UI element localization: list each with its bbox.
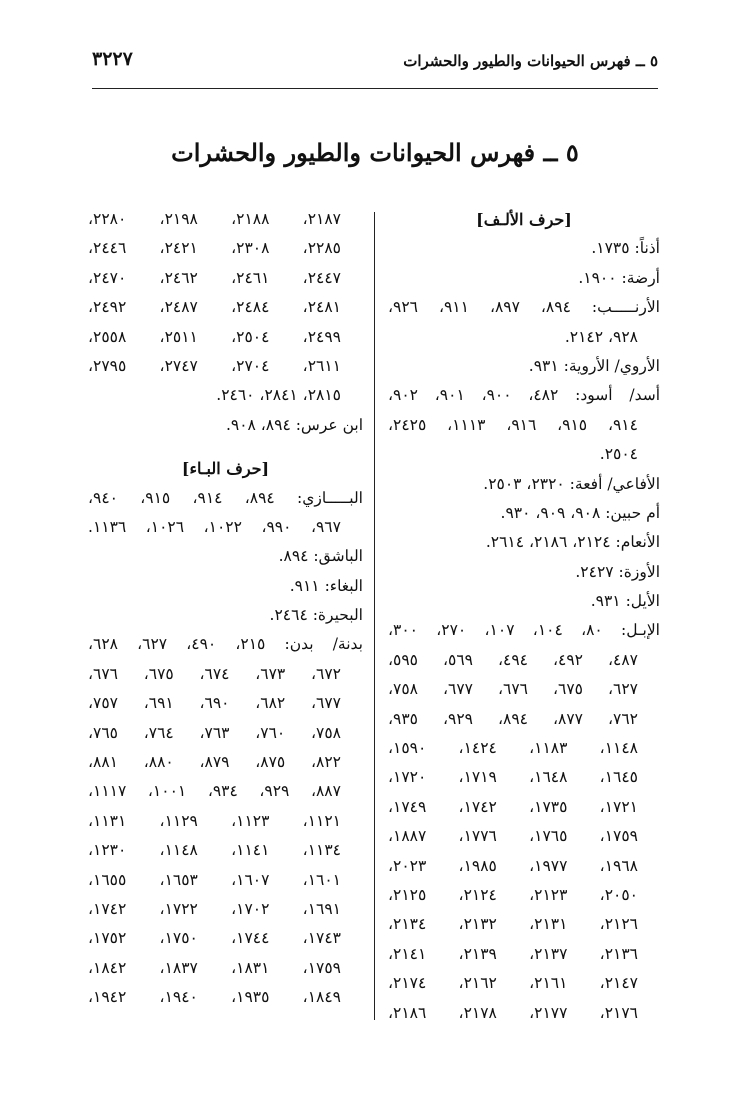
index-line: أذناً: ١٧٣٥. xyxy=(591,239,660,258)
running-header-title: ٥ ــ فهرس الحيوانات والطيور والحشرات xyxy=(403,52,658,70)
column-divider xyxy=(374,212,375,1020)
index-line: ٢٥٠٤. xyxy=(599,445,638,464)
index-line: الإبـل: ٨٠، ١٠٤، ١٠٧، ٢٧٠، ٣٠٠، xyxy=(388,621,660,640)
index-line: ١٧٤٣، ١٧٤٤، ١٧٥٠، ١٧٥٢، xyxy=(88,929,342,948)
index-line: الأوزة: ٢٤٢٧. xyxy=(575,562,660,581)
running-header xyxy=(92,44,658,84)
index-line: ٢٤٩٩، ٢٥٠٤، ٢٥١١، ٢٥٥٨، xyxy=(88,327,342,346)
index-line: ١٨٤٩، ١٩٣٥، ١٩٤٠، ١٩٤٢، xyxy=(88,988,342,1007)
index-line: ٢٠٥٠، ٢١٢٣، ٢١٢٤، ٢١٢٥، xyxy=(388,885,639,904)
index-line: ١٦٤٥، ١٦٤٨، ١٧١٩، ١٧٢٠، xyxy=(388,768,639,787)
index-line: ١١٢١، ١١٢٣، ١١٢٩، ١١٣١، xyxy=(88,811,342,830)
index-line: ٢١٤٧، ٢١٦١، ٢١٦٢، ٢١٧٤، xyxy=(388,974,639,993)
index-line: البـــــازي: ٨٩٤، ٩١٤، ٩١٥، ٩٤٠، xyxy=(88,488,363,507)
page-number: ٣٢٢٧ xyxy=(92,48,133,70)
index-line: ٢٤٤٧، ٢٤٦١، ٢٤٦٢، ٢٤٧٠، xyxy=(88,268,342,287)
index-line: أسد/ أسود: ٤٨٢، ٩٠٠، ٩٠١، ٩٠٢، xyxy=(388,386,660,405)
index-line: ٢٢٨٥، ٢٣٠٨، ٢٤٢١، ٢٤٤٦، xyxy=(88,239,342,258)
index-line: الأنعام: ٢١٢٤، ٢١٨٦، ٢٦١٤. xyxy=(485,533,660,552)
index-line: ٩١٤، ٩١٥، ٩١٦، ١١١٣، ٢٤٢٥، xyxy=(388,415,638,434)
section-heading: [حرف الألـف] xyxy=(476,210,572,229)
index-line: البحيرة: ٢٤٦٤. xyxy=(269,606,363,625)
index-line: أرضة: ١٩٠٠. xyxy=(578,268,660,287)
index-line: ٢٨١٥، ٢٨٤١، ٢٤٦٠. xyxy=(216,386,341,405)
index-line: ٢٦١١، ٢٧٠٤، ٢٧٤٧، ٢٧٩٥، xyxy=(88,356,342,375)
header-rule xyxy=(92,88,658,89)
index-line: ٩٦٧، ٩٩٠، ١٠٢٢، ١٠٢٦، ١١٣٦. xyxy=(88,517,341,536)
index-line: الباشق: ٨٩٤. xyxy=(278,547,363,566)
index-line: البغاء: ٩١١. xyxy=(289,576,363,595)
index-line: ١٧٥٩، ١٧٦٥، ١٧٧٦، ١٨٨٧، xyxy=(388,827,639,846)
index-line: ٦٢٧، ٦٧٥، ٦٧٦، ٦٧٧، ٧٥٨، xyxy=(388,680,638,699)
index-line: ٧٦٢، ٨٧٧، ٨٩٤، ٩٢٩، ٩٣٥، xyxy=(388,709,638,728)
index-line: الأيل: ٩٣١. xyxy=(590,592,660,611)
index-line: ١٩٦٨، ١٩٧٧، ١٩٨٥، ٢٠٢٣، xyxy=(388,856,639,875)
index-line: ١٦٩١، ١٧٠٢، ١٧٢٢، ١٧٤٢، xyxy=(88,899,342,918)
index-line: ٦٧٢، ٦٧٣، ٦٧٤، ٦٧٥، ٦٧٦، xyxy=(88,664,341,683)
index-line: ٢١٨٧، ٢١٨٨، ٢١٩٨، ٢٢٨٠، xyxy=(88,210,342,228)
index-line: الأروي/ الأروية: ٩٣١. xyxy=(528,356,660,375)
index-line: الأفاعي/ أفعة: ٢٣٢٠، ٢٥٠٣. xyxy=(483,474,660,493)
spacer xyxy=(88,440,363,454)
index-line: ٨٢٢، ٨٧٥، ٨٧٩، ٨٨٠، ٨٨١، xyxy=(88,753,341,772)
index-line: ٢١٢٦، ٢١٣١، ٢١٣٢، ٢١٣٤، xyxy=(388,915,639,934)
index-column-left xyxy=(88,205,363,1013)
index-line: ٨٨٧، ٩٢٩، ٩٣٤، ١٠٠١، ١١١٧، xyxy=(88,782,341,801)
index-line: ٢٤٨١، ٢٤٨٤، ٢٤٨٧، ٢٤٩٢، xyxy=(88,298,342,317)
index-line: ١٧٢١، ١٧٣٥، ١٧٤٢، ١٧٤٩، xyxy=(388,797,639,816)
index-line: الأرنـــــب: ٨٩٤، ٨٩٧، ٩١١، ٩٢٦، xyxy=(388,298,660,317)
index-line: ١١٤٨، ١١٨٣، ١٤٢٤، ١٥٩٠، xyxy=(388,739,639,758)
index-line: أم حبين: ٩٠٨، ٩٠٩، ٩٣٠. xyxy=(500,503,660,522)
index-line: ٢١٧٦، ٢١٧٧، ٢١٧٨، ٢١٨٦، xyxy=(388,1003,639,1022)
index-line: ١٧٥٩، ١٨٣١، ١٨٣٧، ١٨٤٢، xyxy=(88,958,342,977)
index-line: ابن عرس: ٨٩٤، ٩٠٨. xyxy=(225,415,363,434)
section-title: ٥ ــ فهرس الحيوانات والطيور والحشرات xyxy=(171,138,579,167)
index-line: ١١٣٤، ١١٤١، ١١٤٨، ١٢٣٠، xyxy=(88,841,342,860)
index-column-right xyxy=(388,205,660,1028)
index-line: ٩٢٨، ٢١٤٢. xyxy=(564,327,638,346)
section-heading: [حرف البـاء] xyxy=(181,459,270,479)
index-line: ٤٨٧، ٤٩٢، ٤٩٤، ٥٦٩، ٥٩٥، xyxy=(388,650,638,669)
index-line: ٢١٣٦، ٢١٣٧، ٢١٣٩، ٢١٤١، xyxy=(388,944,639,963)
index-line: ١٦٠١، ١٦٠٧، ١٦٥٣، ١٦٥٥، xyxy=(88,870,342,889)
index-line: ٦٧٧، ٦٨٢، ٦٩٠، ٦٩١، ٧٥٧، xyxy=(88,694,341,713)
index-line: بدنة/ بدن: ٢١٥، ٤٩٠، ٦٢٧، ٦٢٨، xyxy=(88,635,363,654)
index-line: ٧٥٨، ٧٦٠، ٧٦٣، ٧٦٤، ٧٦٥، xyxy=(88,723,341,742)
